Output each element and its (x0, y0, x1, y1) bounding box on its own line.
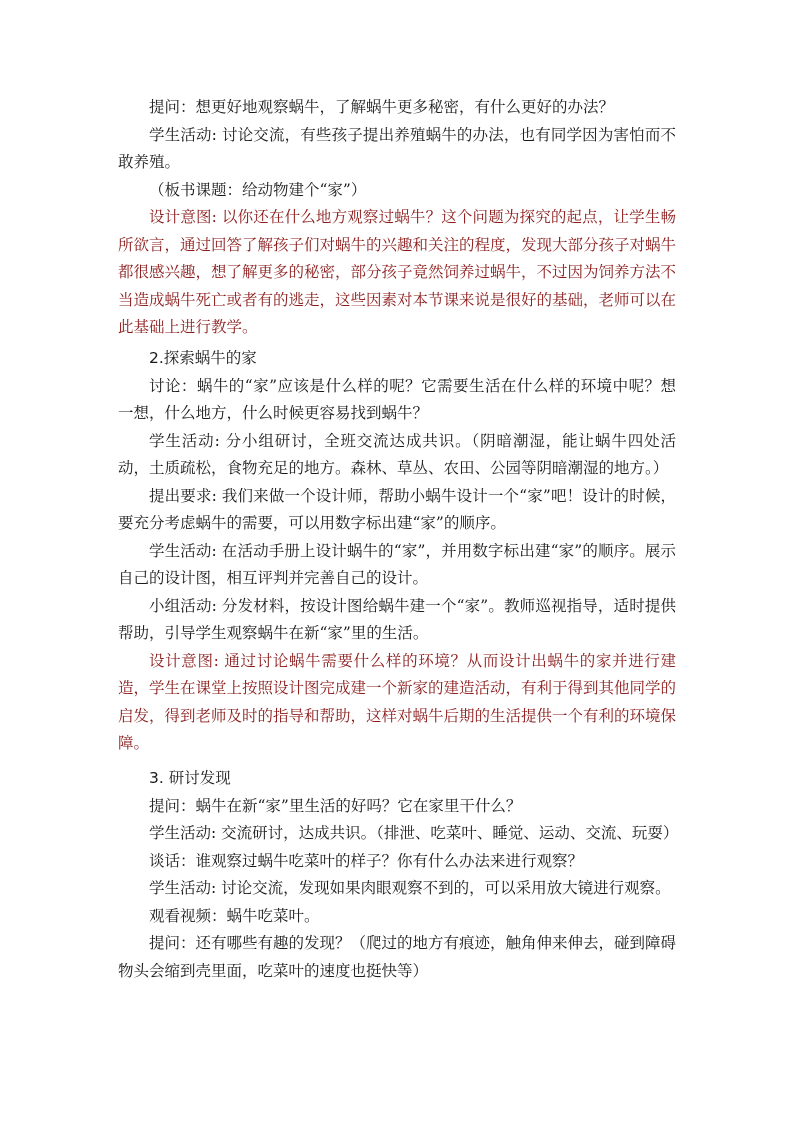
section-heading: 2.探索蜗牛的家 (149, 348, 257, 367)
design-intent-paragraph: 设计意图: 以你还在什么地方观察过蜗牛？这个问题为探究的起点，让学生畅所欲言，通过回答了解孩子们对蜗牛的兴趣和关注的程度，发现大部分孩子对蜗牛都很感兴趣，想了解更多的秘密，部分孩子竟然饲养过蜗牛，不过因为饲养方法不当造成蜗牛死亡或者有的逃走，这些因素对本节课来说是很好的基础，老师可以在此基础上进行教学。 (118, 208, 677, 336)
board-title-paragraph: （板书课题：给动物建个“家”） (149, 180, 367, 199)
student-activity-paragraph: 学生活动: 分小组研讨，全班交流达成共识。（阴暗潮湿，能让蜗牛四处活动，土质疏松，食物充足的地方。森林、草丛、农田、公园等阴暗潮湿的地方。） (118, 431, 676, 477)
question-paragraph: 提问：还有哪些有趣的发现？（爬过的地方有痕迹，触角伸来伸去，碰到障碍物头会缩到壳里面，吃菜叶的速度也挺快等） (118, 934, 677, 980)
discussion-paragraph: 讨论：蜗牛的“家”应该是什么样的呢？它需要生活在什么样的环境中呢？想一想，什么地方，什么时候更容易找到蜗牛？ (118, 376, 676, 422)
student-activity-paragraph: 学生活动: 讨论交流，发现如果肉眼观察不到的，可以采用放大镜进行观察。 (149, 879, 671, 897)
talk-paragraph: 谈话：谁观察过蜗牛吃菜叶的样子？你有什么办法来进行观察？ (149, 851, 584, 870)
group-activity-paragraph: 小组活动: 分发材料，按设计图给蜗牛建一个“家”。教师巡视指导，适时提供帮助，引导学生观察蜗牛在新“家”里的生活。 (118, 596, 676, 642)
question-paragraph: 提问：想更好地观察蜗牛，了解蜗牛更多秘密，有什么更好的办法？ (149, 98, 615, 116)
student-activity-paragraph: 学生活动: 在活动手册上设计蜗牛的“家”，并用数字标出建“家”的顺序。展示自己的设计图，相互评判并完善自己的设计。 (118, 541, 676, 587)
question-paragraph: 提问：蜗牛在新“家”里生活的好吗？它在家里干什么？ (149, 796, 522, 815)
student-activity-paragraph: 学生活动: 交流研讨，达成共识。（排泄、吃菜叶、睡觉、运动、交流、玩耍） (149, 824, 679, 842)
design-intent-paragraph: 设计意图: 通过讨论蜗牛需要什么样的环境？从而设计出蜗牛的家并进行建造，学生在课堂上按照设计图完成建一个新家的建造活动，有利于得到其他同学的启发，得到老师及时的指导和帮助，这样对蜗牛后期的生活提供一个有利的环境保障。 (118, 651, 677, 752)
student-activity-paragraph: 学生活动: 讨论交流，有些孩子提出养殖蜗牛的办法，也有同学因为害怕而不敢养殖。 (118, 125, 676, 171)
video-paragraph: 观看视频：蜗牛吃菜叶。 (149, 906, 320, 925)
document-page (118, 94, 679, 985)
section-heading: 3. 研讨发现 (149, 768, 231, 787)
requirement-paragraph: 提出要求: 我们来做一个设计师，帮助小蜗牛设计一个“家”吧！设计的时候，要充分考虑蜗牛的需要，可以用数字标出建“家”的顺序。 (118, 486, 676, 532)
